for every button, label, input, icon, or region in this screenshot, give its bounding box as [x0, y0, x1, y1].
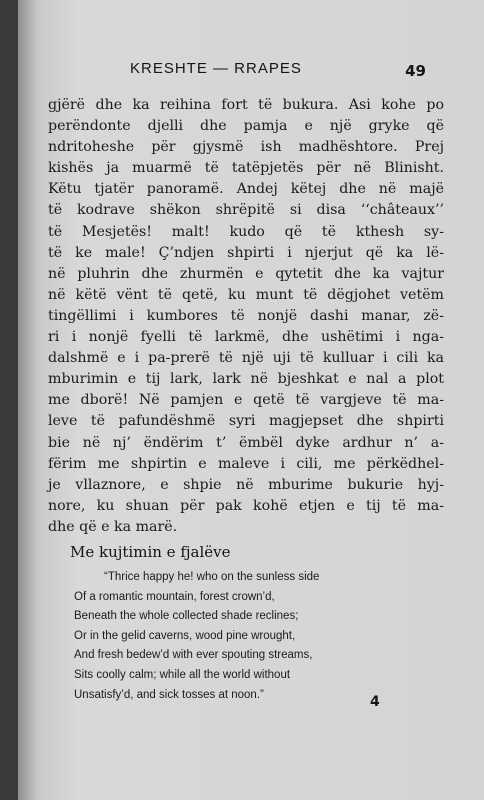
text-line: bie në nj’ ëndërim t’ ëmbël dyke ardhur n’ a-: [48, 434, 444, 451]
text-line: perëndonte djelli dhe pamja e një gryke që: [48, 118, 444, 135]
text-line: gjërë dhe ka reihina fort të bukura. Asi kohe po: [48, 97, 444, 113]
text-line: kishës ja muarmë të tatëpjetës për në Blinisht.: [48, 160, 444, 177]
text-line: të ke male! Ç’ndjen shpirti i njerjut që ka lë-: [48, 244, 444, 261]
section-subheading: Me kujtimin e fjalëve: [70, 543, 231, 561]
text-line: dhe që e ka marë.: [48, 518, 178, 535]
text-line: në pluhrin dhe zhurmën e qytetit dhe ka vajtur: [48, 265, 444, 282]
poem-line: And fresh bedew’d with ever spouting streams,: [74, 649, 313, 662]
text-line: në këtë vënt të qetë, ku munt të dëgjohet vetëm: [48, 286, 444, 303]
text-line: leve të pafundëshmë syri magjepset dhe shpirti: [48, 413, 444, 430]
main-paragraph: [48, 95, 444, 538]
running-head: KRESHTE — RRAPES: [130, 60, 302, 77]
text-line: fërim me shpirtin e maleve i cili, me përkëdhel-: [48, 455, 444, 472]
text-line: dalshmë e i pa-prerë të një uji të kulluar i cili ka: [48, 350, 444, 367]
poem-line: Sits coolly calm; while all the world without: [74, 668, 291, 681]
book-page: [18, 0, 484, 800]
page-header: [18, 60, 484, 84]
quoted-poem: [74, 568, 434, 705]
text-line: ndritoheshe për gjysmë ish madhështore. Prej: [48, 139, 444, 156]
poem-line: Or in the gelid caverns, wood pine wrought,: [74, 629, 296, 642]
text-line: ri i nonjë fyelli të larkmë, dhe ushëtimi i nga-: [48, 329, 444, 346]
poem-line: Unsatisfy’d, and sick tosses at noon.”: [74, 688, 264, 701]
text-line: Këtu tjatër panoramë. Andej këtej dhe në majë: [48, 181, 444, 198]
poem-line: Beneath the whole collected shade reclines;: [74, 610, 299, 623]
poem-line: Of a romantic mountain, forest crown’d,: [74, 590, 275, 603]
text-line: je vllaznore, e shpie në mburime bukurie hyj-: [48, 476, 444, 493]
poem-line: “Thrice happy he! who on the sunless side: [104, 571, 320, 583]
text-line: tingëllimi i kumbores të nonjë dashi manar, zë-: [48, 307, 444, 324]
page-number: 49: [405, 62, 426, 80]
text-line: me dborë! Në pamjen e qetë të vargjeve të ma-: [48, 392, 444, 409]
text-line: nore, ku shuan për pak kohë etjen e tij të ma-: [48, 497, 444, 514]
text-line: të kodrave shëkon shrëpitë si disa ‘‘châteaux’’: [48, 202, 444, 219]
text-line: të Mesjetës! malt! kudo që të kthesh sy-: [48, 223, 444, 240]
text-line: mburimin e tij lark, lark në bjeshkat e nal a plot: [48, 371, 444, 388]
signature-mark: 4: [370, 694, 380, 710]
